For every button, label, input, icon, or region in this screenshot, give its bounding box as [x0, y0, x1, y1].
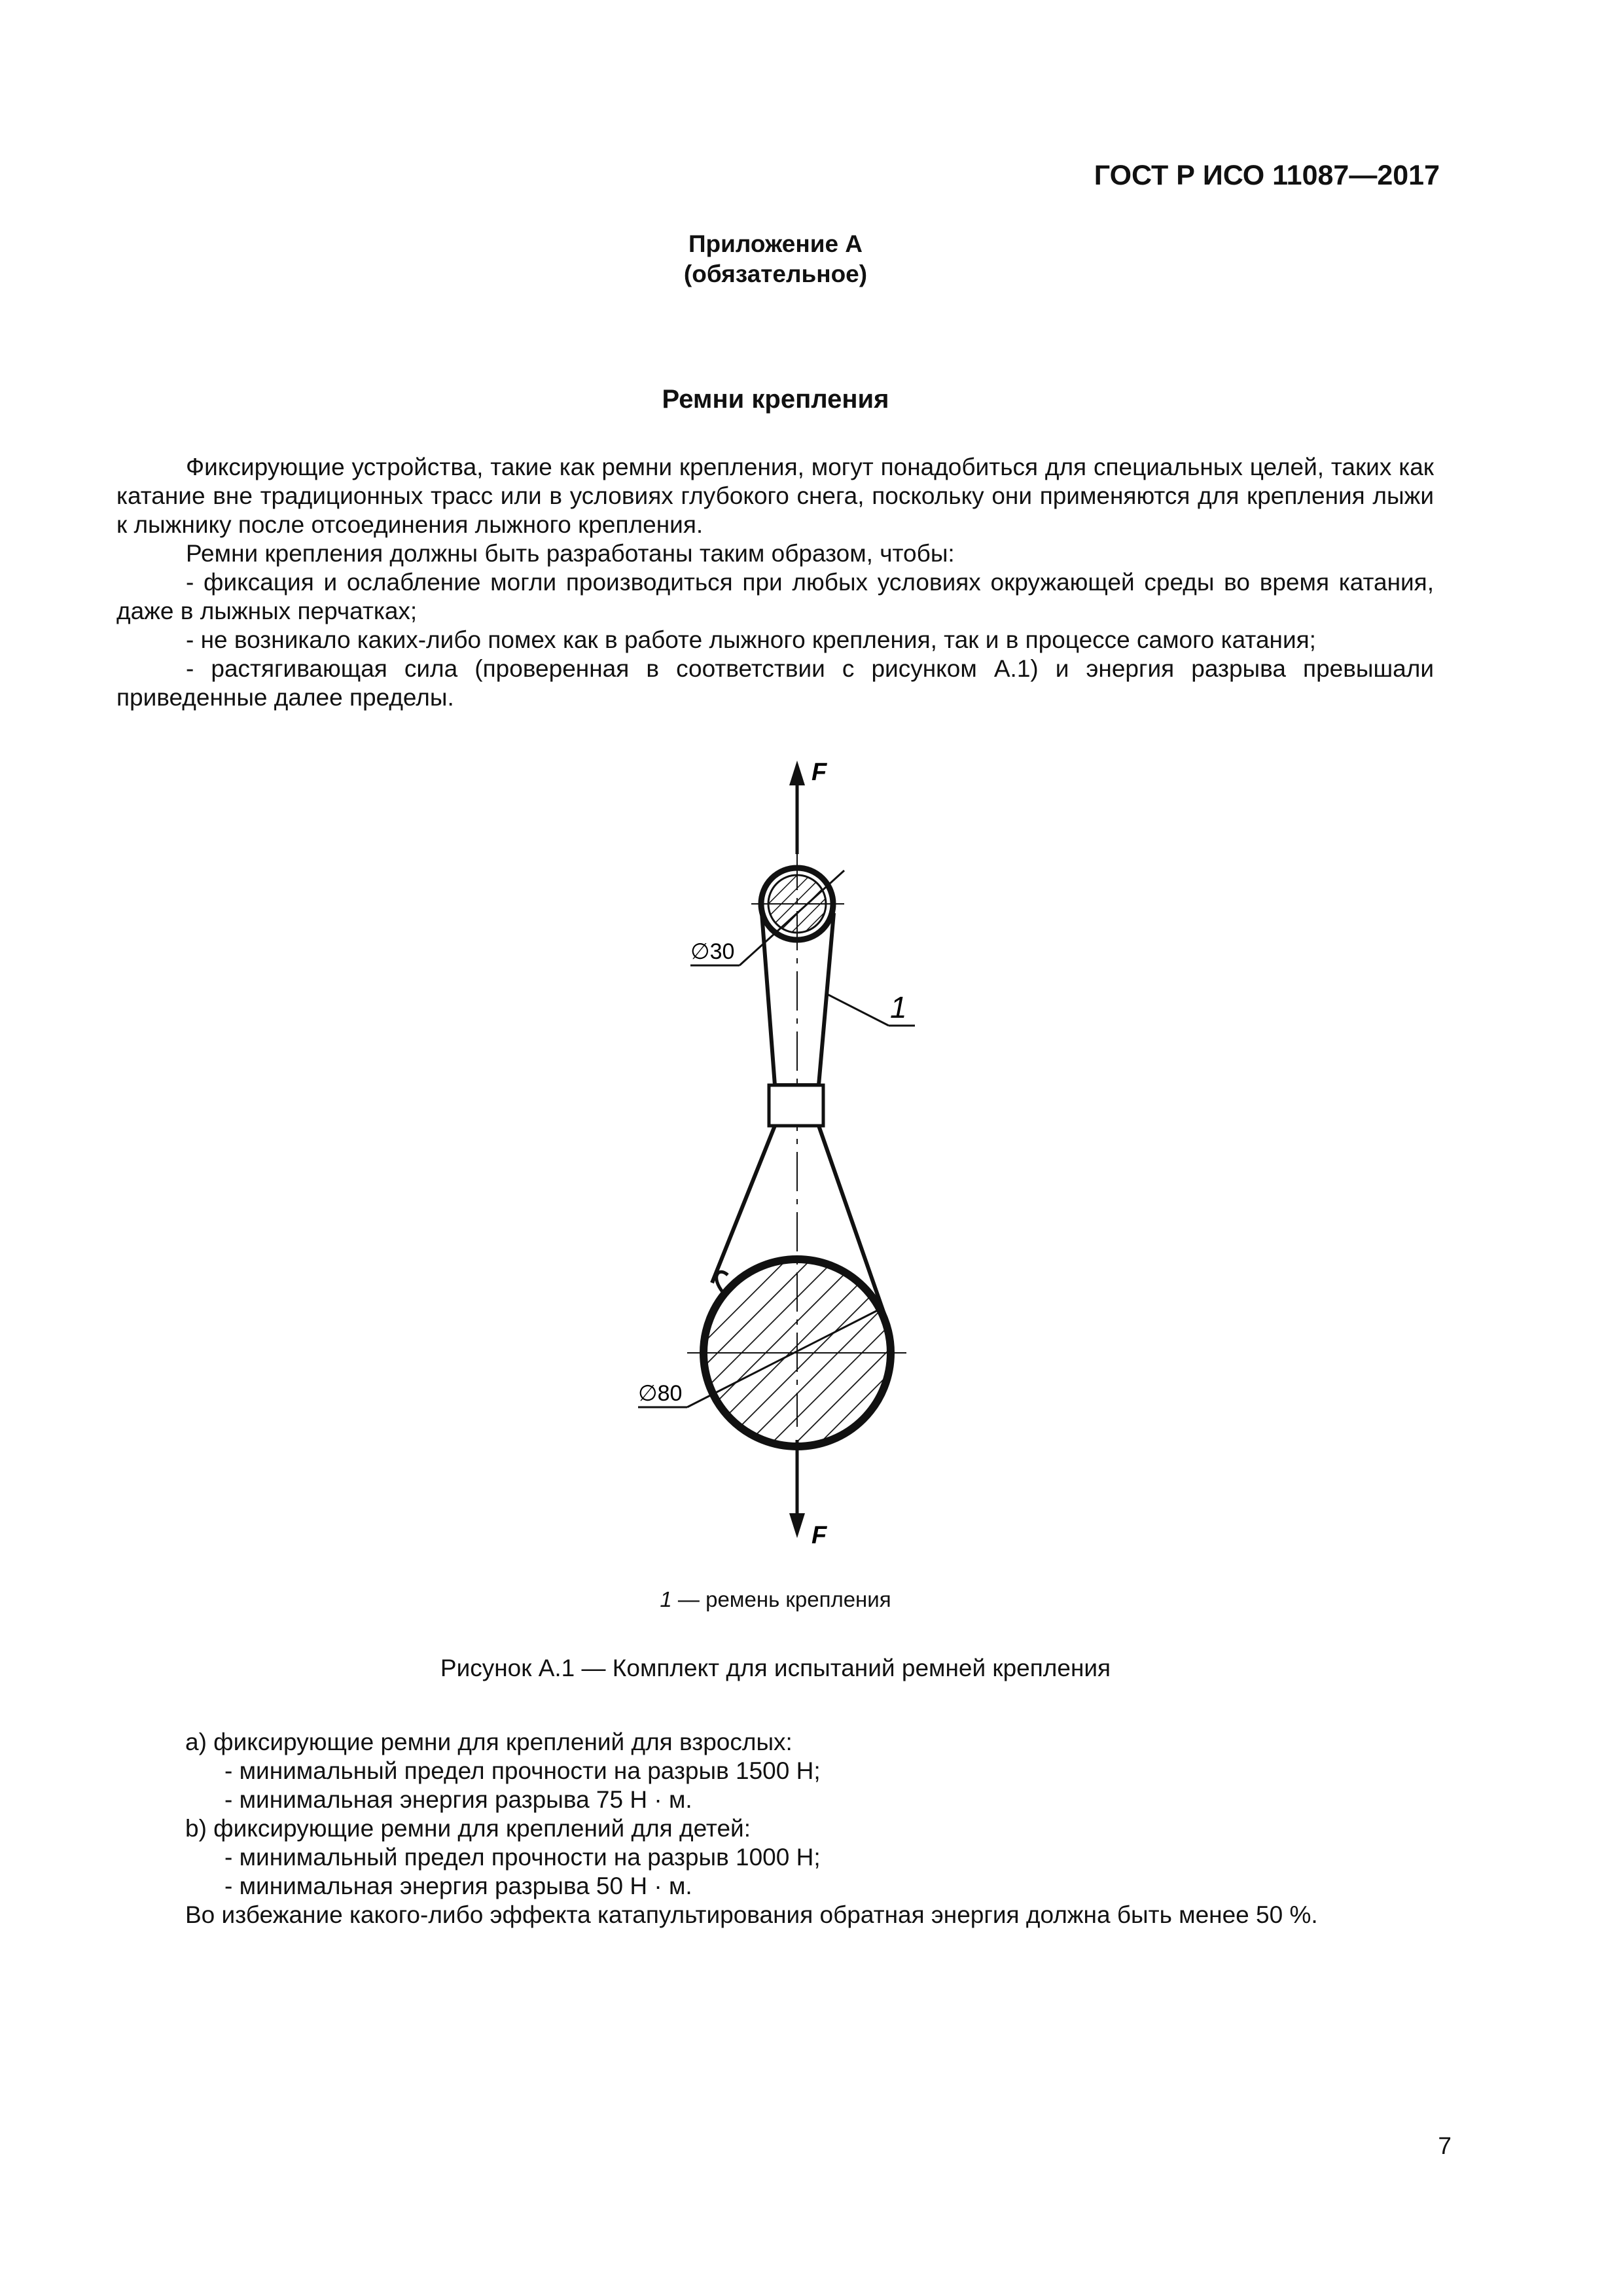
page-number: 7 [1438, 2132, 1452, 2159]
intro-paragraph: - растягивающая сила (проверенная в соответствии с рисунком А.1) и энергия разрыва превышали приведенные далее пределы. [116, 655, 1434, 711]
limits-list [185, 1728, 1429, 1929]
force-label-bottom: F [812, 1522, 827, 1549]
standard-code: ГОСТ Р ИСО 11087—2017 [1094, 160, 1440, 191]
small-diameter-label: ∅30 [690, 939, 735, 964]
children-heading: b) фиксирующие ремни для креплений для детей: [185, 1815, 751, 1842]
legend-text: — ремень крепления [671, 1587, 891, 1611]
strap [712, 913, 885, 1316]
figure-legend [0, 1587, 1551, 1612]
force-arrow-bottom [789, 1440, 805, 1538]
intro-paragraph: Ремни крепления должны быть разработаны таким образом, чтобы: [186, 540, 955, 567]
large-diameter-label: ∅80 [638, 1381, 683, 1406]
adults-heading: a) фиксирующие ремни для креплений для взрослых: [185, 1729, 793, 1755]
annex-title: Приложение А [688, 230, 863, 257]
strap-callout-number: 1 [890, 990, 907, 1024]
force-label-top: F [812, 759, 827, 786]
intro-text [116, 453, 1434, 712]
final-note: Во избежание какого-либо эффекта катапультирования обратная энергия должна быть менее 50 %. [185, 1901, 1318, 1928]
small-roller [751, 868, 844, 940]
intro-paragraph: - не возникало каких-либо помех как в работе лыжного крепления, так и в процессе самого катания; [186, 626, 1316, 653]
children-item: - минимальный предел прочности на разрыв 1000 Н; [224, 1844, 821, 1871]
adults-item: - минимальная энергия разрыва 75 Н · м. [224, 1786, 692, 1813]
force-arrow-top [789, 761, 805, 854]
section-title: Ремни крепления [662, 385, 889, 414]
annex-status: (обязательное) [683, 260, 868, 287]
intro-paragraph: Фиксирующие устройства, такие как ремни крепления, могут понадобиться для специальных целей, таких как катание вне традиционных трасс или в условиях глубокого снега, поскольку они применяются для крепления лыжи к лыжнику после отсоединения лыжного крепления. [116, 454, 1434, 538]
figure-caption: Рисунок А.1 — Комплект для испытаний ремней крепления [440, 1655, 1111, 1681]
intro-paragraph: - фиксация и ослабление могли производиться при любых условиях окружающей среды во время катания, даже в лыжных перчатках; [116, 569, 1434, 624]
children-item: - минимальная энергия разрыва 50 Н · м. [224, 1873, 692, 1899]
legend-number: 1 [660, 1587, 672, 1611]
adults-item: - минимальный предел прочности на разрыв 1500 Н; [224, 1757, 821, 1784]
